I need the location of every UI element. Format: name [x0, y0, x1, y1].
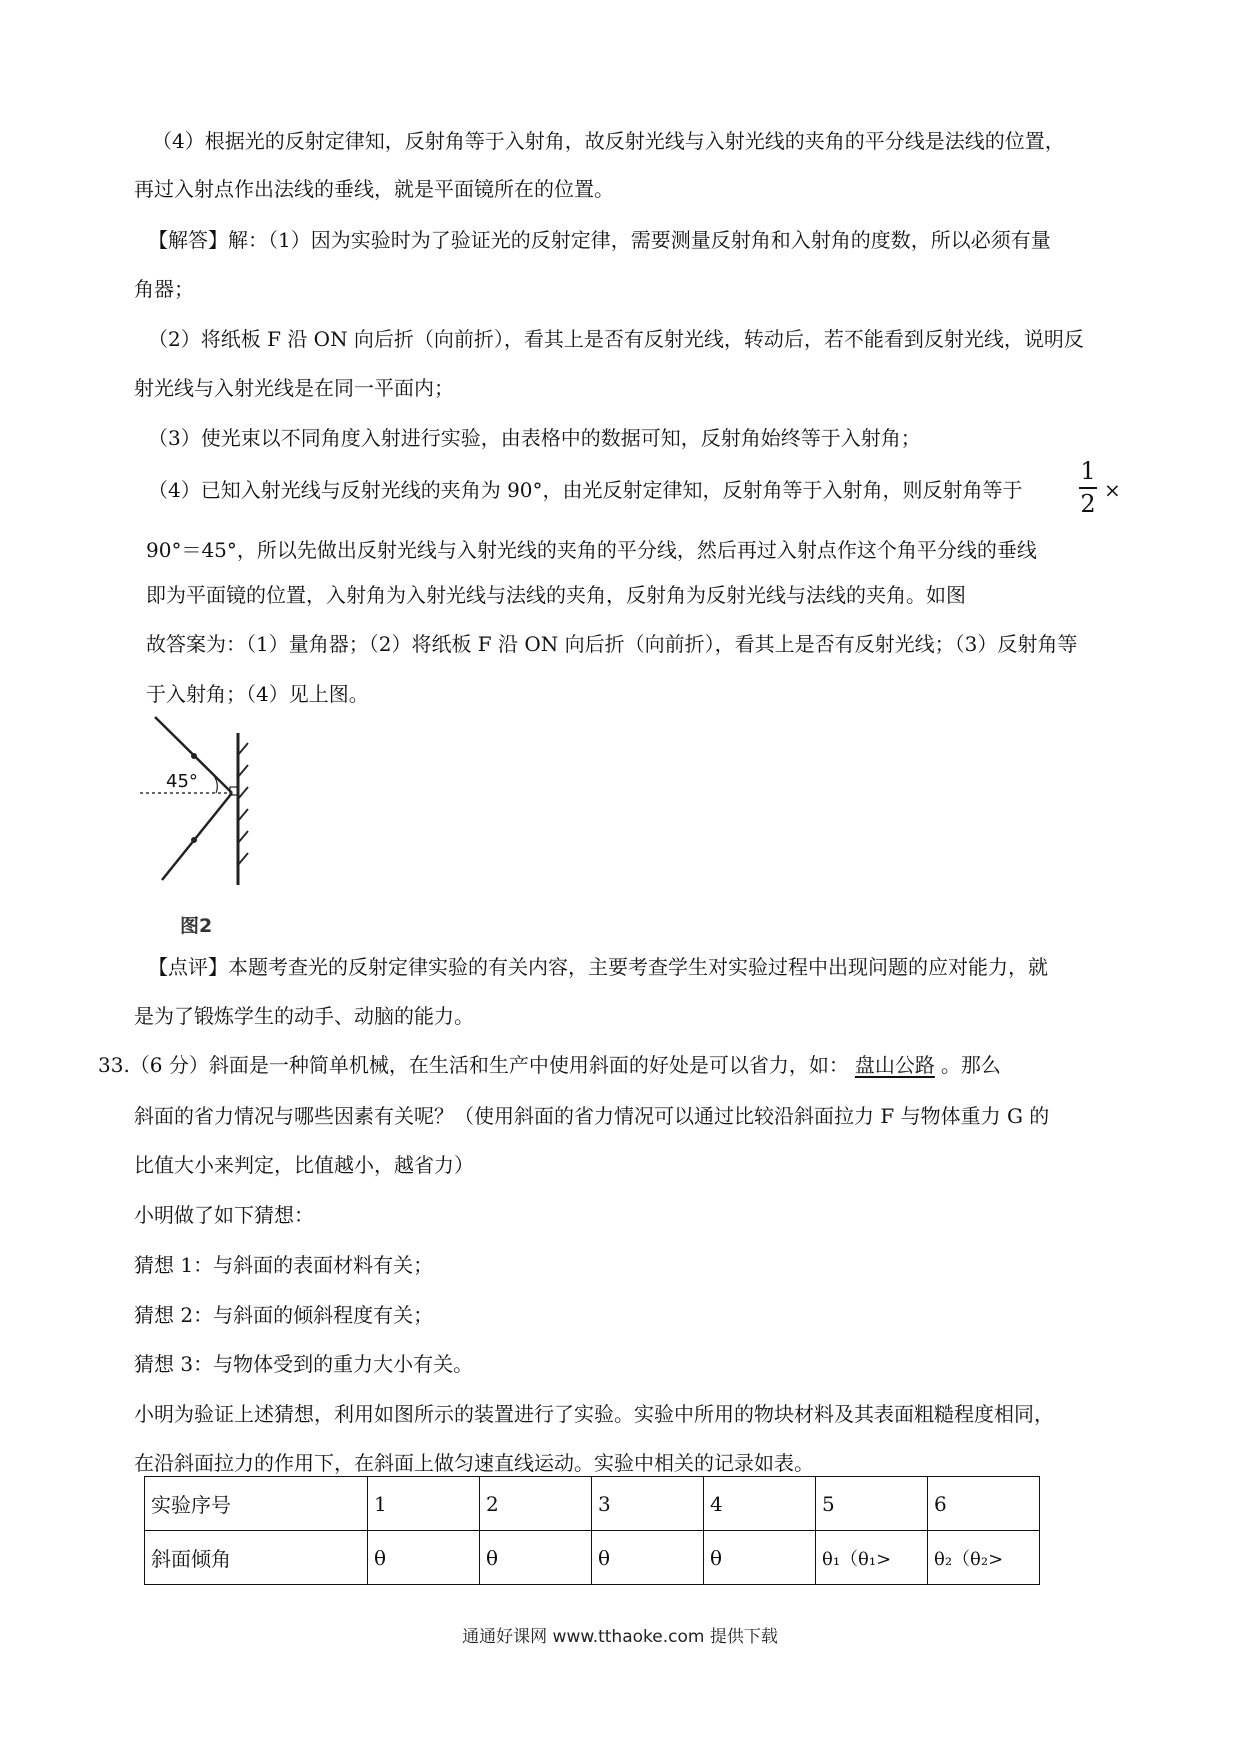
text-line: 再过入射点作出法线的垂线，就是平面镜所在的位置。 — [134, 177, 614, 201]
table-cell: θ — [592, 1531, 704, 1585]
incident-ray-arrow — [191, 753, 197, 759]
table-cell: θ — [480, 1531, 592, 1585]
text-line: （3）使光束以不同角度入射进行实验，由表格中的数据可知，反射角始终等于入射角； — [148, 426, 921, 450]
table-cell: 3 — [592, 1477, 704, 1531]
text-line: 90°＝45°，所以先做出反射光线与入射光线的夹角的平分线，然后再过入射点作这个角平分线的垂线 — [146, 538, 1037, 562]
table-row — [145, 1531, 1040, 1585]
text-span: 。那么 — [940, 1053, 1001, 1077]
fraction-bar — [1079, 487, 1097, 489]
page-footer: 通通好课网 www.tthaoke.com 提供下载 — [462, 1627, 778, 1647]
figure-caption: 图2 — [180, 915, 213, 937]
table-cell: θ₂（θ₂> — [928, 1531, 1040, 1585]
fraction-denominator: 2 — [1080, 490, 1096, 518]
table-cell: 实验序号 — [145, 1477, 368, 1531]
table-row — [145, 1477, 1040, 1531]
text-span: 33.（6 分）斜面是一种简单机械，在生活和生产中使用斜面的好处是可以省力，如： — [98, 1053, 849, 1077]
table-cell: 2 — [480, 1477, 592, 1531]
text-line: 比值大小来判定，比值越小，越省力） — [134, 1153, 474, 1177]
question-33-line — [98, 1051, 1001, 1079]
text-line: 于入射角；（4）见上图。 — [146, 682, 369, 706]
table-cell: θ₁（θ₁> — [816, 1531, 928, 1585]
text-line: 【点评】本题考查光的反射定律实验的有关内容，主要考查学生对实验过程中出现问题的应对能力，就 — [148, 955, 1048, 979]
answer-blank: 盘山公路 — [854, 1053, 935, 1077]
table-cell: 4 — [704, 1477, 816, 1531]
text-line: 猜想 3：与物体受到的重力大小有关。 — [134, 1352, 474, 1376]
table-cell: θ — [704, 1531, 816, 1585]
text-line: 故答案为：（1）量角器；（2）将纸板 F 沿 ON 向后折（向前折），看其上是否有反射光线；（3）反射角等 — [146, 632, 1078, 656]
text-line: 在沿斜面拉力的作用下，在斜面上做匀速直线运动。实验中相关的记录如表。 — [134, 1451, 814, 1475]
text-line: 即为平面镜的位置，入射角为入射光线与法线的夹角，反射角为反射光线与法线的夹角。如图 — [146, 583, 966, 607]
text-line: （2）将纸板 F 沿 ON 向后折（向前折），看其上是否有反射光线，转动后，若不能看到反射光线，说明反 — [148, 327, 1084, 351]
table-cell: 1 — [368, 1477, 480, 1531]
table-cell: 斜面倾角 — [145, 1531, 368, 1585]
times-sign: × — [1104, 478, 1121, 502]
text-line: 小明为验证上述猜想，利用如图所示的装置进行了实验。实验中所用的物块材料及其表面粗糙程度相同， — [134, 1402, 1054, 1426]
text-line: （4）已知入射光线与反射光线的夹角为 90°，由光反射定律知，反射角等于入射角，则反射角等于 — [148, 478, 1023, 502]
table-cell: θ — [368, 1531, 480, 1585]
table-cell: 5 — [816, 1477, 928, 1531]
text-line: 角器； — [134, 277, 194, 301]
text-line: 猜想 1：与斜面的表面材料有关； — [134, 1253, 434, 1277]
text-line: 射光线与入射光线是在同一平面内； — [134, 376, 454, 400]
text-line: 小明做了如下猜想： — [134, 1203, 314, 1227]
fraction-numerator: 1 — [1080, 457, 1096, 485]
text-line: 是为了锻炼学生的动手、动脑的能力。 — [134, 1004, 474, 1028]
reflected-ray — [162, 793, 232, 880]
angle-label: 45° — [166, 771, 198, 792]
text-line: 猜想 2：与斜面的倾斜程度有关； — [134, 1303, 434, 1327]
reflection-figure — [140, 715, 280, 935]
reflected-ray-arrow — [191, 837, 197, 843]
text-line: （4）根据光的反射定律知，反射角等于入射角，故反射光线与入射光线的夹角的平分线是法线的位置， — [152, 129, 1065, 153]
experiment-table — [144, 1476, 1040, 1585]
text-line: 斜面的省力情况与哪些因素有关呢？（使用斜面的省力情况可以通过比较沿斜面拉力 F 与物体重力 G 的 — [134, 1104, 1050, 1128]
table-cell: 6 — [928, 1477, 1040, 1531]
reflection-diagram — [140, 715, 280, 895]
text-line: 【解答】解：（1）因为实验时为了验证光的反射定律，需要测量反射角和入射角的度数，所以必须有量 — [148, 228, 1051, 252]
